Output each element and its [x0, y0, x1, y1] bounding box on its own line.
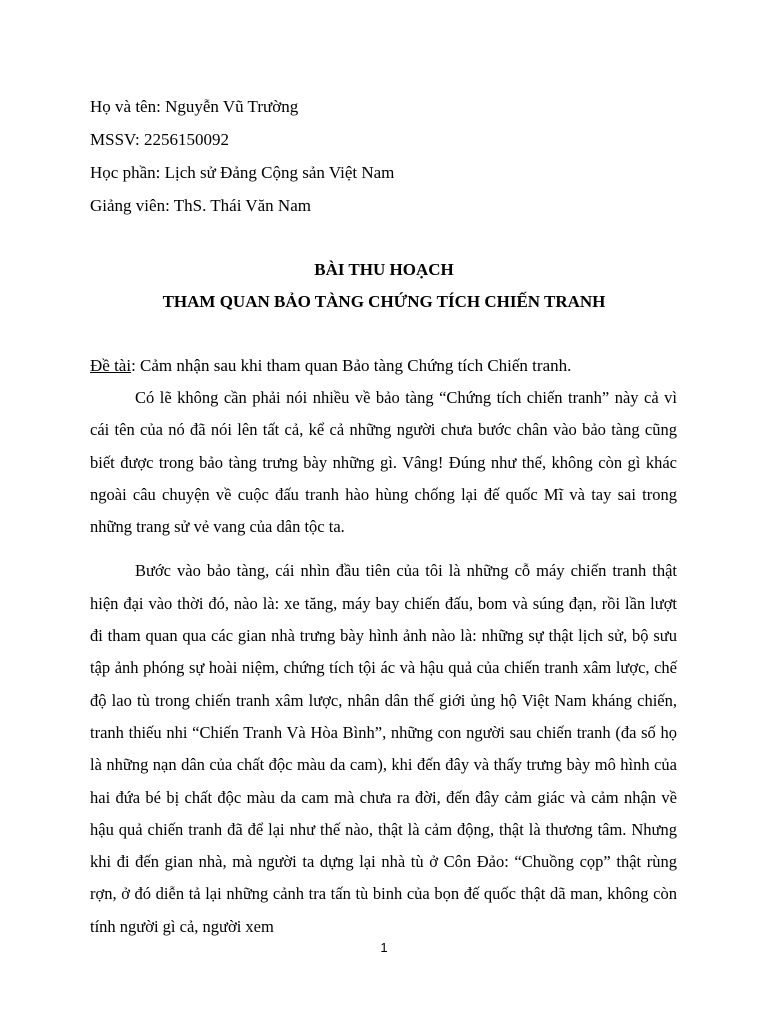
document-title: BÀI THU HOẠCH — [314, 260, 454, 279]
topic-line — [90, 350, 677, 382]
student-id: MSSV: 2256150092 — [90, 130, 230, 149]
document-subtitle: THAM QUAN BẢO TÀNG CHỨNG TÍCH CHIẾN TRANH — [162, 292, 606, 311]
student-info — [90, 90, 394, 222]
topic-label: Đề tài — [90, 356, 132, 375]
topic-text: : Cảm nhận sau khi tham quan Bảo tàng Chứng tích Chiến tranh. — [131, 356, 572, 375]
paragraph: Có lẽ không cần phải nói nhiều về bảo tàng “Chứng tích chiến tranh” này cả vì cái tên của nó đã nói lên tất cả, kể cả những người chưa bước chân vào bảo tàng cũng biết được trong bảo tàng trưng bày những gì. Vâng! Đúng như thế, không còn gì khác ngoài câu chuyện về cuộc đấu tranh hào hùng chống lại đế quốc Mĩ và tay sai trong những trang sử vẻ vang của dân tộc ta. — [90, 388, 677, 537]
page-number: 1 — [380, 940, 388, 955]
document-titles — [0, 254, 768, 318]
course-name: Học phần: Lịch sử Đảng Cộng sản Việt Nam — [90, 163, 395, 182]
lecturer-name: Giảng viên: ThS. Thái Văn Nam — [90, 196, 311, 215]
paragraph: Bước vào bảo tàng, cái nhìn đầu tiên của tôi là những cỗ máy chiến tranh thật hiện đại vào thời đó, nào là: xe tăng, máy bay chiến đấu, bom và súng đạn, rồi lần lượt đi tham quan qua các gian nhà trưng bày hình ảnh nào là: những sự thật lịch sử, bộ sưu tập ảnh phóng sự hoài niệm, chứng tích tội ác và hậu quả của chiến tranh xâm lược, chế độ lao tù trong chiến tranh xâm lược, nhân dân thế giới ủng hộ Việt Nam kháng chiến, tranh thiếu nhi “Chiến Tranh Và Hòa Bình”, những con người sau chiến tranh (đa số họ là những nạn dân của chất độc màu da cam), khi đến đây và thấy trưng bày mô hình của hai đứa bé bị chất độc màu da cam mà chưa ra đời, đến đây cảm giác và cảm nhận về hậu quả chiến tranh đã để lại như thế nào, thật là cảm động, thật là thương tâm. Nhưng khi đi đến gian nhà, mà người ta dựng lại nhà tù ở Côn Đảo: “Chuồng cọp” thật rùng rợn, ở đó diễn tả lại những cảnh tra tấn tù binh của bọn đế quốc thật dã man, không còn tính người gì cả, người xem — [90, 561, 677, 936]
student-name: Họ và tên: Nguyễn Vũ Trường — [90, 97, 299, 116]
document-body — [90, 350, 677, 943]
